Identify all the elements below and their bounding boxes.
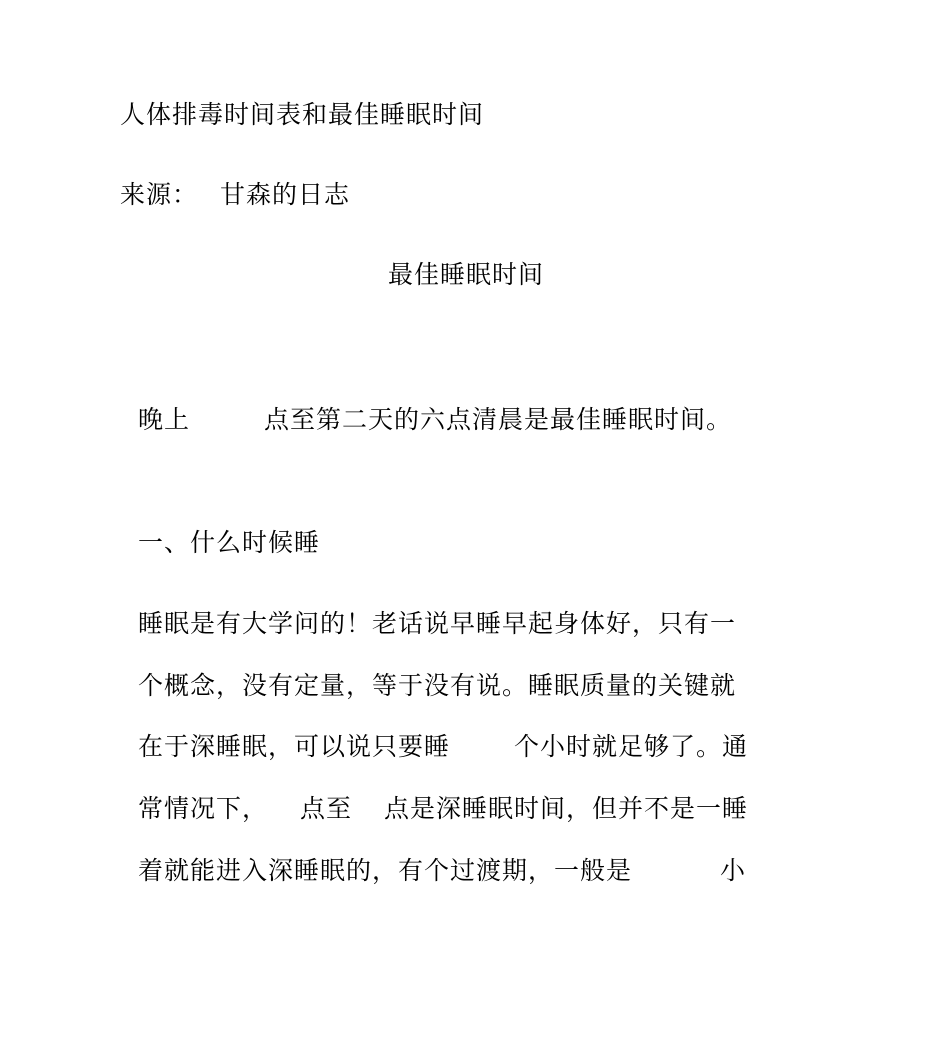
- paragraph-line-5-a: 着就能进入深睡眠的，有个过渡期，一般是: [138, 856, 633, 885]
- paragraph-line-3-b: 个小时就足够了。通: [514, 732, 749, 761]
- section-heading: 最佳睡眠时间: [388, 260, 545, 289]
- source-value: 甘森的日志: [220, 180, 351, 209]
- paragraph-line-2: 个概念，没有定量，等于没有说。睡眠质量的关键就: [138, 671, 737, 700]
- paragraph-line-4-b: 点至: [300, 794, 353, 823]
- paragraph-line-1: 睡眠是有大学问的！老话说早睡早起身体好，只有一: [138, 609, 737, 638]
- paragraph-line-5: [138, 855, 746, 887]
- paragraph-line-3-a: 在于深睡眠，可以说只要睡: [138, 732, 451, 761]
- document-title: 人体排毒时间表和最佳睡眠时间: [120, 100, 485, 129]
- paragraph-line-3: [138, 731, 748, 763]
- source-line: [120, 179, 350, 211]
- paragraph-line-4: [138, 793, 748, 825]
- paragraph-line-5-b: 小: [720, 856, 747, 885]
- paragraph-line-4-a: 常情况下，: [138, 794, 269, 823]
- subsection-title: 一、什么时候睡: [138, 528, 321, 557]
- summary-text-b: 点至第二天的六点清晨是最佳睡眠时间。: [264, 405, 733, 434]
- paragraph-line-4-c: 点是深睡眠时间，但并不是一睡: [384, 794, 749, 823]
- summary-text-a: 晚上: [138, 405, 191, 434]
- summary-line: [138, 404, 732, 436]
- source-label: 来源：: [120, 180, 199, 209]
